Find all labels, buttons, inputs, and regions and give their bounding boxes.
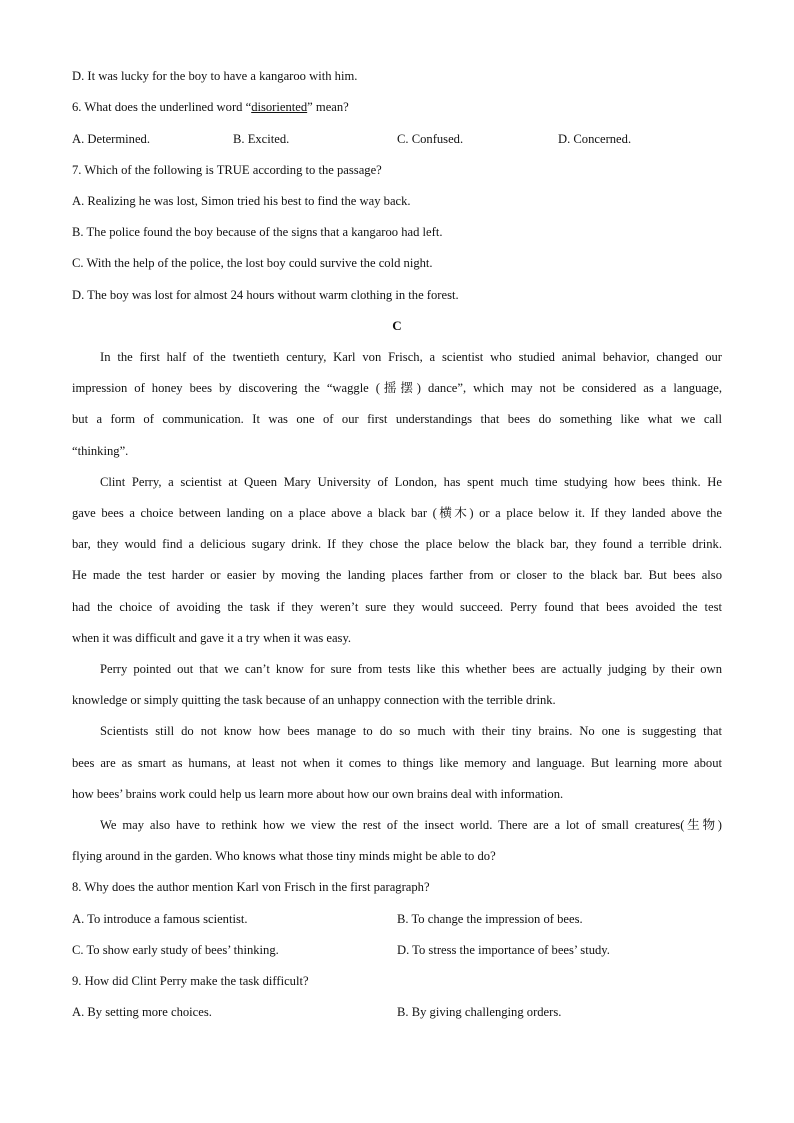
q8-option-a: A. To introduce a famous scientist.: [72, 912, 248, 926]
q6-option-b: B. Excited.: [233, 132, 290, 146]
q7-option-b: B. The police found the boy because of the signs that a kangaroo had left.: [72, 225, 443, 239]
q6-option-a: A. Determined.: [72, 132, 150, 146]
passage-line: We may also have to rethink how we view the rest of the insect world. There are a lot of small creatures(生物): [100, 818, 722, 832]
passage-line: how bees’ brains work could help us learn more about how our own brains deal with information.: [72, 787, 564, 801]
passage-line: He made the test harder or easier by moving the landing places farther from or closer to the black bar. But bees also: [72, 568, 722, 582]
q9-option-b: B. By giving challenging orders.: [397, 1005, 562, 1019]
passage-line: had the choice of avoiding the task if they weren’t sure they would succeed. Perry found that bees avoided the test: [72, 600, 722, 614]
passage-line: bar, they would find a delicious sugary drink. If they chose the place below the black bar, they found a terrible drink.: [72, 537, 722, 551]
passage-line: but a form of communication. It was one of our first understandings that bees do something like what we call: [72, 412, 722, 426]
q9-option-a: A. By setting more choices.: [72, 1005, 212, 1019]
q6-stem-prefix: 6. What does the underlined word “: [72, 100, 252, 114]
passage-line: when it was difficult and gave it a try when it was easy.: [72, 631, 352, 645]
q6-stem: [72, 99, 349, 115]
q7-option-c: C. With the help of the police, the lost boy could survive the cold night.: [72, 256, 433, 270]
passage-c-heading: C: [392, 318, 402, 333]
q6-stem-suffix: ” mean?: [307, 100, 349, 114]
q7-option-a: A. Realizing he was lost, Simon tried his best to find the way back.: [72, 194, 411, 208]
q6-option-d: D. Concerned.: [558, 132, 632, 146]
q7-stem: 7. Which of the following is TRUE according to the passage?: [72, 163, 382, 177]
q8-option-c: C. To show early study of bees’ thinking.: [72, 943, 279, 957]
passage-line: bees are as smart as humans, at least not when it comes to things like memory and language. But learning more about: [72, 756, 722, 770]
passage-line: Clint Perry, a scientist at Queen Mary University of London, has spent much time studying how bees think. He: [100, 475, 722, 489]
q8-option-b: B. To change the impression of bees.: [397, 912, 583, 926]
passage-line: “thinking”.: [72, 444, 129, 458]
passage-line: In the first half of the twentieth century, Karl von Frisch, a scientist who studied animal behavior, changed our: [100, 350, 722, 364]
passage-line: Scientists still do not know how bees manage to do so much with their tiny brains. No one is suggesting that: [100, 724, 722, 738]
passage-line: flying around in the garden. Who knows what those tiny minds might be able to do?: [72, 849, 496, 863]
q6-option-c: C. Confused.: [397, 132, 464, 146]
q6-underlined-word: disoriented: [251, 100, 308, 114]
q8-stem: 8. Why does the author mention Karl von Frisch in the first paragraph?: [72, 880, 430, 894]
q5-option-d: D. It was lucky for the boy to have a kangaroo with him.: [72, 69, 358, 83]
passage-line: Perry pointed out that we can’t know for sure from tests like this whether bees are actually judging by their own: [100, 662, 722, 676]
q8-option-d: D. To stress the importance of bees’ study.: [397, 943, 610, 957]
q9-stem: 9. How did Clint Perry make the task difficult?: [72, 974, 309, 988]
q7-option-d: D. The boy was lost for almost 24 hours without warm clothing in the forest.: [72, 288, 459, 302]
passage-line: gave bees a choice between landing on a place above a black bar (横木) or a place below it. If they landed above the: [72, 506, 722, 520]
passage-line: knowledge or simply quitting the task because of an unhappy connection with the terrible drink.: [72, 693, 556, 707]
passage-line: impression of honey bees by discovering the “waggle (摇摆) dance”, which may not be considered as a language,: [72, 381, 722, 395]
